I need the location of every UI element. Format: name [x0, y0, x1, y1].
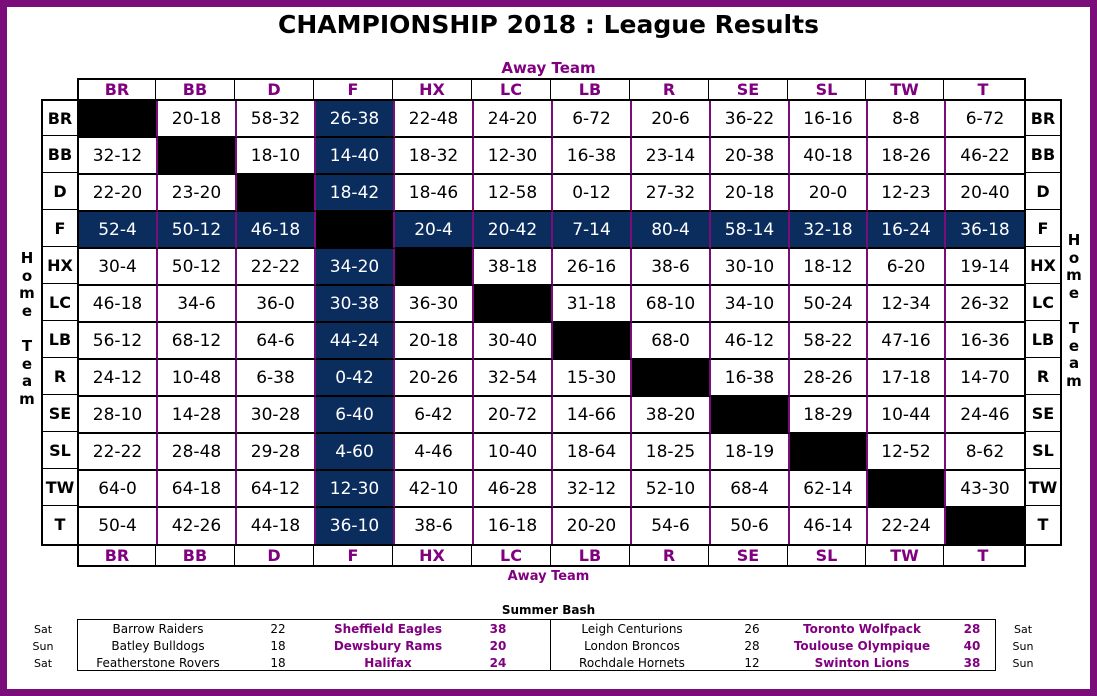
home-team-row-label-lb: LB: [1026, 321, 1060, 358]
result-cell: 18-32: [395, 138, 474, 175]
result-cell: 12-52: [868, 434, 946, 471]
home-team-label-letter: T: [1068, 318, 1080, 337]
empty-cell: [316, 212, 395, 249]
result-cell: 12-58: [474, 175, 553, 212]
result-cell: 42-26: [158, 508, 237, 544]
page-title: CHAMPIONSHIP 2018 : League Results: [278, 10, 819, 39]
result-cell: 31-18: [553, 286, 632, 323]
result-cell: 80-4: [632, 212, 711, 249]
fixture-away-score: 40: [963, 639, 981, 653]
result-cell: 46-12: [711, 323, 790, 360]
result-cell: 15-30: [553, 360, 632, 397]
result-cell: 32-12: [79, 138, 158, 175]
result-cell: 20-38: [711, 138, 790, 175]
away-team-header-t: T: [977, 80, 989, 99]
fixture-home-score: 18: [270, 656, 286, 670]
result-cell: 18-19: [711, 434, 790, 471]
result-cell: 34-10: [711, 286, 790, 323]
fixture-day: Sat: [33, 657, 53, 670]
result-cell: 20-72: [474, 397, 553, 434]
fixture-home-score: 28: [744, 639, 760, 653]
result-cell: 18-46: [395, 175, 474, 212]
result-cell: 6-72: [946, 101, 1024, 138]
home-team-row-label-f: F: [1026, 210, 1060, 247]
result-cell: 44-18: [237, 508, 316, 544]
result-cell: 68-12: [158, 323, 237, 360]
result-cell: 56-12: [79, 323, 158, 360]
away-team-header-lb: LB: [551, 546, 630, 565]
result-cell: 20-6: [632, 101, 711, 138]
empty-cell: [474, 286, 553, 323]
home-team-label-letter: H: [1067, 231, 1081, 249]
result-cell: 10-48: [158, 360, 237, 397]
home-team-label-right: [1065, 232, 1083, 390]
result-cell: 64-12: [237, 471, 316, 508]
fixture-away-team: Halifax: [364, 656, 412, 670]
result-cell: 36-30: [395, 286, 474, 323]
result-cell: 22-22: [237, 249, 316, 286]
result-cell: 40-18: [790, 138, 868, 175]
home-team-column-right: [1024, 99, 1062, 546]
home-team-row-label-bb: BB: [1026, 136, 1060, 173]
away-team-header-se: SE: [709, 80, 788, 99]
result-cell: 32-54: [474, 360, 553, 397]
result-cell: 10-40: [474, 434, 553, 471]
result-cell: 18-26: [868, 138, 946, 175]
home-team-row-label-br: BR: [43, 101, 77, 136]
result-cell: 52-4: [79, 212, 158, 249]
away-team-header-tw: TW: [866, 546, 944, 565]
home-team-label-letter: m: [19, 284, 35, 303]
home-team-label-letter: o: [1068, 248, 1080, 267]
fixture-away-score: 38: [489, 622, 507, 636]
home-team-row-label-f: F: [43, 210, 77, 247]
away-team-header-r: R: [630, 546, 709, 565]
home-team-row-label-t: T: [1037, 514, 1049, 534]
result-cell: 50-6: [711, 508, 790, 544]
fixture-day: Sun: [1012, 640, 1034, 653]
fixture-home-team: Rochdale Hornets: [579, 656, 685, 670]
result-cell: 14-40: [316, 138, 395, 175]
away-team-header-br: BR: [79, 546, 156, 565]
away-team-header-hx: HX: [393, 80, 472, 99]
result-cell: 12-23: [868, 175, 946, 212]
result-cell: 8-62: [946, 434, 1024, 471]
result-cell: 16-36: [946, 323, 1024, 360]
home-team-row-label-d: D: [43, 173, 77, 210]
result-cell: 52-10: [632, 471, 711, 508]
home-team-label-letter: T: [21, 336, 33, 355]
result-cell: 50-12: [158, 212, 237, 249]
away-team-header-top: [77, 78, 1026, 101]
home-team-row-label-d: D: [1026, 173, 1060, 210]
result-cell: 68-0: [632, 323, 711, 360]
result-cell: 30-38: [316, 286, 395, 323]
home-team-row-label-bb: BB: [43, 136, 77, 173]
away-team-header-lb: LB: [551, 80, 630, 99]
result-cell: 58-22: [790, 323, 868, 360]
away-team-header-bb: BB: [156, 546, 235, 565]
fixture-day: Sat: [1013, 623, 1033, 636]
result-cell: 36-0: [237, 286, 316, 323]
empty-cell: [711, 397, 790, 434]
result-cell: 20-42: [474, 212, 553, 249]
result-cell: 46-18: [79, 286, 158, 323]
home-team-row-label-hx: HX: [1026, 247, 1060, 284]
result-cell: 16-16: [790, 101, 868, 138]
result-cell: 6-20: [868, 249, 946, 286]
away-team-header-t: T: [977, 546, 989, 565]
fixture-day: Sat: [33, 623, 53, 636]
result-cell: 18-10: [237, 138, 316, 175]
fixture-home-team: Batley Bulldogs: [111, 639, 205, 653]
result-cell: 22-24: [868, 508, 946, 544]
result-cell: 26-16: [553, 249, 632, 286]
result-cell: 24-20: [474, 101, 553, 138]
away-team-header-bottom: [77, 544, 1026, 567]
result-cell: 6-72: [553, 101, 632, 138]
empty-cell: [237, 175, 316, 212]
result-cell: 4-60: [316, 434, 395, 471]
home-team-label-letter: o: [21, 266, 33, 285]
empty-cell: [395, 249, 474, 286]
result-cell: 8-8: [868, 101, 946, 138]
result-cell: 19-14: [946, 249, 1024, 286]
home-team-label-letter: m: [19, 389, 35, 408]
result-cell: 16-18: [474, 508, 553, 544]
result-cell: 50-24: [790, 286, 868, 323]
home-team-row-label-sl: SL: [43, 432, 77, 469]
home-team-label-letter: e: [1068, 336, 1080, 355]
away-team-header-se: SE: [709, 546, 788, 565]
result-cell: 23-20: [158, 175, 237, 212]
away-team-header-tw: TW: [866, 80, 944, 99]
result-cell: 42-10: [395, 471, 474, 508]
result-cell: 46-18: [237, 212, 316, 249]
away-team-label-bottom: Away Team: [507, 569, 590, 584]
empty-cell: [158, 138, 237, 175]
fixture-away-score: 24: [489, 656, 507, 670]
home-team-label-letter: a: [21, 372, 33, 391]
result-cell: 43-30: [946, 471, 1024, 508]
result-cell: 18-25: [632, 434, 711, 471]
fixture-away-team: Toulouse Olympique: [793, 639, 931, 653]
result-cell: 50-12: [158, 249, 237, 286]
result-cell: 17-18: [868, 360, 946, 397]
result-cell: 20-40: [946, 175, 1024, 212]
result-cell: 30-40: [474, 323, 553, 360]
empty-cell: [79, 101, 158, 138]
result-cell: 64-18: [158, 471, 237, 508]
result-cell: 47-16: [868, 323, 946, 360]
home-team-label-letter: m: [1066, 266, 1082, 285]
result-cell: 16-38: [553, 138, 632, 175]
result-cell: 34-20: [316, 249, 395, 286]
result-cell: 26-38: [316, 101, 395, 138]
fixture-away-team: Toronto Wolfpack: [803, 622, 921, 636]
result-cell: 14-70: [946, 360, 1024, 397]
away-team-header-lc: LC: [472, 80, 551, 99]
home-team-row-label-t: T: [54, 514, 66, 534]
home-team-row-label-br: BR: [1026, 101, 1060, 136]
fixture-home-score: 22: [270, 622, 286, 636]
result-cell: 30-28: [237, 397, 316, 434]
result-cell: 36-22: [711, 101, 790, 138]
away-team-header-bb: BB: [156, 80, 235, 99]
result-cell: 12-30: [316, 471, 395, 508]
result-cell: 20-18: [395, 323, 474, 360]
result-cell: 14-66: [553, 397, 632, 434]
result-cell: 38-20: [632, 397, 711, 434]
away-team-header-r: R: [630, 80, 709, 99]
result-cell: 46-14: [790, 508, 868, 544]
result-cell: 18-12: [790, 249, 868, 286]
fixture-away-score: 28: [963, 622, 981, 636]
result-cell: 16-38: [711, 360, 790, 397]
home-team-row-label-tw: TW: [43, 469, 77, 506]
home-team-label-letter: m: [1066, 371, 1082, 390]
result-cell: 20-20: [553, 508, 632, 544]
home-team-row-label-lc: LC: [1026, 284, 1060, 321]
home-team-row-label-r: R: [1026, 358, 1060, 395]
home-team-row-label-lb: LB: [43, 321, 77, 358]
home-team-row-label-lc: LC: [43, 284, 77, 321]
empty-cell: [790, 434, 868, 471]
fixture-home-score: 18: [270, 639, 286, 653]
result-cell: 30-4: [79, 249, 158, 286]
away-team-header-f: F: [314, 546, 393, 565]
away-team-header-hx: HX: [393, 546, 472, 565]
result-cell: 23-14: [632, 138, 711, 175]
result-cell: 24-46: [946, 397, 1024, 434]
fixture-day: Sun: [1012, 657, 1034, 670]
result-cell: 54-6: [632, 508, 711, 544]
result-cell: 27-32: [632, 175, 711, 212]
empty-cell: [868, 471, 946, 508]
result-cell: 30-10: [711, 249, 790, 286]
fixture-home-score: 26: [744, 622, 760, 636]
result-cell: 68-4: [711, 471, 790, 508]
result-cell: 38-6: [395, 508, 474, 544]
results-grid: [77, 99, 1026, 546]
home-team-row-label-sl: SL: [1026, 432, 1060, 469]
away-team-header-d: D: [235, 80, 314, 99]
result-cell: 22-20: [79, 175, 158, 212]
home-team-column-left: [41, 99, 79, 546]
result-cell: 14-28: [158, 397, 237, 434]
result-cell: 18-64: [553, 434, 632, 471]
fixture-home-team: London Broncos: [584, 639, 680, 653]
result-cell: 20-18: [711, 175, 790, 212]
away-team-label-top: Away Team: [501, 59, 596, 77]
result-cell: 6-40: [316, 397, 395, 434]
home-team-label-letter: H: [20, 249, 34, 267]
result-cell: 28-26: [790, 360, 868, 397]
home-team-row-label-r: R: [43, 358, 77, 395]
away-team-header-sl: SL: [788, 80, 866, 99]
empty-cell: [946, 508, 1024, 544]
result-cell: 64-6: [237, 323, 316, 360]
home-team-row-label-se: SE: [43, 395, 77, 432]
result-cell: 46-22: [946, 138, 1024, 175]
fixture-home-score: 12: [744, 656, 760, 670]
result-cell: 50-4: [79, 508, 158, 544]
empty-cell: [553, 323, 632, 360]
fixture-away-team: Swinton Lions: [814, 656, 910, 670]
result-cell: 32-18: [790, 212, 868, 249]
home-team-label-letter: a: [1068, 354, 1080, 373]
home-team-row-label-hx: HX: [43, 247, 77, 284]
result-cell: 29-28: [237, 434, 316, 471]
result-cell: 62-14: [790, 471, 868, 508]
result-cell: 38-6: [632, 249, 711, 286]
result-cell: 46-28: [474, 471, 553, 508]
result-cell: 24-12: [79, 360, 158, 397]
home-team-label-letter: e: [1068, 283, 1080, 302]
result-cell: 44-24: [316, 323, 395, 360]
fixture-day: Sun: [32, 640, 54, 653]
result-cell: 18-42: [316, 175, 395, 212]
result-cell: 38-18: [474, 249, 553, 286]
result-cell: 28-10: [79, 397, 158, 434]
home-team-label-letter: e: [21, 301, 33, 320]
summer-bash-table: [32, 619, 1034, 671]
fixture-away-score: 38: [963, 656, 981, 670]
result-cell: 0-42: [316, 360, 395, 397]
away-team-header-lc: LC: [472, 546, 551, 565]
result-cell: 12-34: [868, 286, 946, 323]
summer-bash-title: Summer Bash: [501, 603, 596, 617]
result-cell: 22-22: [79, 434, 158, 471]
result-cell: 6-38: [237, 360, 316, 397]
result-cell: 16-24: [868, 212, 946, 249]
result-cell: 32-12: [553, 471, 632, 508]
fixture-away-team: Dewsbury Rams: [333, 639, 443, 653]
result-cell: 7-14: [553, 212, 632, 249]
result-cell: 20-18: [158, 101, 237, 138]
away-team-header-br: BR: [79, 80, 156, 99]
result-cell: 10-44: [868, 397, 946, 434]
result-cell: 4-46: [395, 434, 474, 471]
result-cell: 58-14: [711, 212, 790, 249]
result-cell: 58-32: [237, 101, 316, 138]
result-cell: 20-26: [395, 360, 474, 397]
result-cell: 36-18: [946, 212, 1024, 249]
home-team-row-label-tw: TW: [1026, 469, 1060, 506]
result-cell: 0-12: [553, 175, 632, 212]
fixture-home-team: Featherstone Rovers: [96, 656, 220, 670]
away-team-header-d: D: [235, 546, 314, 565]
result-cell: 22-48: [395, 101, 474, 138]
home-team-row-label-se: SE: [1026, 395, 1060, 432]
result-cell: 26-32: [946, 286, 1024, 323]
result-cell: 20-0: [790, 175, 868, 212]
result-cell: 12-30: [474, 138, 553, 175]
result-cell: 6-42: [395, 397, 474, 434]
result-cell: 34-6: [158, 286, 237, 323]
home-team-label-left: [18, 250, 36, 408]
result-cell: 64-0: [79, 471, 158, 508]
away-team-header-sl: SL: [788, 546, 866, 565]
fixture-away-team: Sheffield Eagles: [333, 622, 442, 636]
result-cell: 20-4: [395, 212, 474, 249]
result-cell: 68-10: [632, 286, 711, 323]
result-cell: 36-10: [316, 508, 395, 544]
away-team-header-f: F: [314, 80, 393, 99]
empty-cell: [632, 360, 711, 397]
result-cell: 18-29: [790, 397, 868, 434]
summer-bash-divider: [550, 619, 551, 671]
fixture-home-team: Barrow Raiders: [112, 622, 204, 636]
fixture-away-score: 20: [489, 639, 507, 653]
result-cell: 28-48: [158, 434, 237, 471]
fixture-home-team: Leigh Centurions: [581, 622, 683, 636]
home-team-label-letter: e: [21, 354, 33, 373]
